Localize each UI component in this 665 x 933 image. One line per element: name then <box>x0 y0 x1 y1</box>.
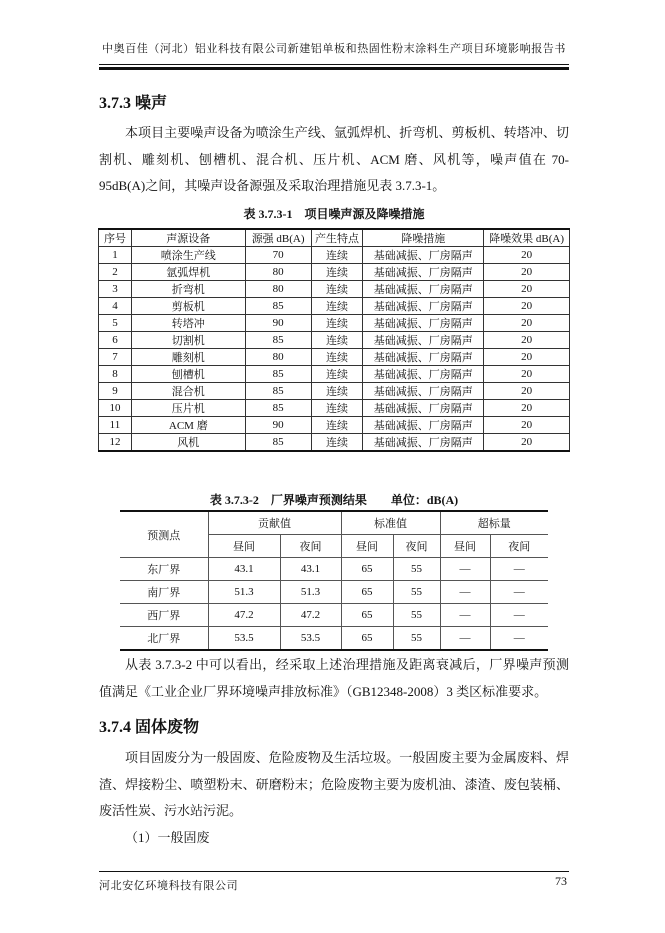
conclusion-paragraph <box>99 652 569 705</box>
table-row <box>99 434 570 452</box>
table-cell: ACM 磨 <box>131 417 245 434</box>
table-cell: 65 <box>341 604 393 627</box>
table-cell: 基础减振、厂房隔声 <box>363 281 484 298</box>
table-cell: 切割机 <box>131 332 245 349</box>
table-cell: — <box>490 581 548 604</box>
table-cell: 12 <box>99 434 132 452</box>
table-cell: 20 <box>484 247 570 264</box>
table-cell: 20 <box>484 349 570 366</box>
column-header: 序号 <box>99 229 132 247</box>
table-cell: 连续 <box>311 400 363 417</box>
table-cell: 剪板机 <box>131 298 245 315</box>
table-cell: 基础减振、厂房隔声 <box>363 366 484 383</box>
table-row <box>99 417 570 434</box>
table-cell: 雕刻机 <box>131 349 245 366</box>
table-cell: 80 <box>245 349 311 366</box>
table-cell: 基础减振、厂房隔声 <box>363 434 484 452</box>
table-cell: 65 <box>341 558 393 581</box>
boundary-noise-table <box>120 510 548 651</box>
table-cell: 转塔冲 <box>131 315 245 332</box>
table-cell: 7 <box>99 349 132 366</box>
table-row <box>120 604 548 627</box>
table-cell: 连续 <box>311 315 363 332</box>
table-cell: — <box>490 604 548 627</box>
page-number: 73 <box>555 874 567 888</box>
table-cell: 20 <box>484 434 570 452</box>
table-cell: 70 <box>245 247 311 264</box>
table-cell: 90 <box>245 417 311 434</box>
table-cell: 基础减振、厂房隔声 <box>363 332 484 349</box>
table-cell: 53.5 <box>280 627 341 651</box>
table-cell: 20 <box>484 366 570 383</box>
column-header: 降噪效果 dB(A) <box>484 229 570 247</box>
table-cell: 65 <box>341 581 393 604</box>
table-cell: 80 <box>245 281 311 298</box>
table-cell: 80 <box>245 264 311 281</box>
table-row <box>99 281 570 298</box>
table-cell: 连续 <box>311 349 363 366</box>
running-header: 中奥百佳（河北）铝业科技有限公司新建铝单板和热固性粉末涂料生产项目环境影响报告书 <box>102 43 566 55</box>
table-cell: — <box>490 558 548 581</box>
table-cell: 20 <box>484 264 570 281</box>
table-cell: 6 <box>99 332 132 349</box>
table-cell: 基础减振、厂房隔声 <box>363 400 484 417</box>
table-cell: 北厂界 <box>120 627 208 651</box>
table-cell: 20 <box>484 383 570 400</box>
table-cell: 43.1 <box>280 558 341 581</box>
table-cell: 53.5 <box>208 627 280 651</box>
table-cell: 连续 <box>311 383 363 400</box>
table-cell: 85 <box>245 434 311 452</box>
column-subheader: 昼间 <box>440 535 490 558</box>
footer-company: 河北安亿环境科技有限公司 <box>99 880 239 892</box>
table-cell: 85 <box>245 366 311 383</box>
table-cell: 折弯机 <box>131 281 245 298</box>
noise-paragraph <box>99 120 569 200</box>
table-cell: 基础减振、厂房隔声 <box>363 264 484 281</box>
table-row <box>99 349 570 366</box>
table-cell: 混合机 <box>131 383 245 400</box>
table-cell: 5 <box>99 315 132 332</box>
solid-waste-paragraph <box>99 745 569 851</box>
table-cell: 连续 <box>311 366 363 383</box>
section-heading-3-7-3: 3.7.3 噪声 <box>99 95 168 112</box>
table-cell: 65 <box>341 627 393 651</box>
table-cell: 连续 <box>311 298 363 315</box>
table-row <box>99 366 570 383</box>
table-cell: 氩弧焊机 <box>131 264 245 281</box>
header-group: 贡献值 <box>208 511 341 535</box>
table-cell: — <box>440 627 490 651</box>
table-cell: 55 <box>393 558 440 581</box>
table-cell: 10 <box>99 400 132 417</box>
column-subheader: 夜间 <box>393 535 440 558</box>
table-row <box>99 383 570 400</box>
table-cell: 47.2 <box>208 604 280 627</box>
table-row <box>99 247 570 264</box>
section-heading-3-7-4: 3.7.4 固体废物 <box>99 719 200 736</box>
table-row <box>120 581 548 604</box>
table-cell: 东厂界 <box>120 558 208 581</box>
table-cell: 51.3 <box>280 581 341 604</box>
table-cell: 连续 <box>311 281 363 298</box>
table-cell: 南厂界 <box>120 581 208 604</box>
table-cell: 连续 <box>311 332 363 349</box>
noise-source-table <box>98 228 570 452</box>
table-cell: 20 <box>484 281 570 298</box>
table-cell: 基础减振、厂房隔声 <box>363 349 484 366</box>
paragraph-text: 项目固废分为一般固废、危险废物及生活垃圾。一般固废主要为金属废料、焊渣、焊接粉尘、喷塑粉末、研磨粉末；危险废物主要为废机油、漆渣、废包装桶、废活性炭、污水站污泥。 <box>99 750 569 819</box>
table-cell: 85 <box>245 383 311 400</box>
table-row <box>99 400 570 417</box>
table-cell: 连续 <box>311 264 363 281</box>
table-cell: — <box>440 604 490 627</box>
column-header: 产生特点 <box>311 229 363 247</box>
column-header: 降噪措施 <box>363 229 484 247</box>
table-cell: 8 <box>99 366 132 383</box>
table-cell: 风机 <box>131 434 245 452</box>
table-cell: 90 <box>245 315 311 332</box>
table-row <box>120 558 548 581</box>
table-cell: 55 <box>393 581 440 604</box>
footer-divider <box>99 871 569 872</box>
table-row <box>99 298 570 315</box>
table-cell: 85 <box>245 298 311 315</box>
table-cell: 基础减振、厂房隔声 <box>363 417 484 434</box>
table-cell: 43.1 <box>208 558 280 581</box>
table-cell: — <box>440 581 490 604</box>
table-cell: 55 <box>393 604 440 627</box>
header-group: 超标量 <box>440 511 548 535</box>
table-cell: 47.2 <box>280 604 341 627</box>
table-cell: 85 <box>245 332 311 349</box>
header-divider <box>99 64 569 70</box>
table-cell: 连续 <box>311 434 363 452</box>
table-cell: 西厂界 <box>120 604 208 627</box>
table-cell: 喷涂生产线 <box>131 247 245 264</box>
column-header: 源强 dB(A) <box>245 229 311 247</box>
column-header: 声源设备 <box>131 229 245 247</box>
column-subheader: 昼间 <box>341 535 393 558</box>
list-item: （1）一般固废 <box>125 829 210 845</box>
table-cell: 基础减振、厂房隔声 <box>363 298 484 315</box>
header-group: 标准值 <box>341 511 440 535</box>
table-cell: 基础减振、厂房隔声 <box>363 383 484 400</box>
table-cell: 20 <box>484 417 570 434</box>
table-cell: 基础减振、厂房隔声 <box>363 247 484 264</box>
table2-caption: 表 3.7.3-2 厂界噪声预测结果 单位：dB(A) <box>209 493 459 507</box>
column-subheader: 夜间 <box>490 535 548 558</box>
table-row <box>99 315 570 332</box>
table-cell: 压片机 <box>131 400 245 417</box>
table-cell: 20 <box>484 298 570 315</box>
table-cell: 20 <box>484 332 570 349</box>
table-cell: 1 <box>99 247 132 264</box>
column-subheader: 夜间 <box>280 535 341 558</box>
table-row <box>99 264 570 281</box>
table-cell: 基础减振、厂房隔声 <box>363 315 484 332</box>
paragraph-text: 本项目主要噪声设备为喷涂生产线、氩弧焊机、折弯机、剪板机、转塔冲、切割机、雕刻机、刨槽机、混合机、压片机、ACM 磨、风机等，噪声值在 70-95dB(A)之间，其噪声设备源强及采取治理措施见表 3.7.3-1。 <box>99 125 569 194</box>
table-cell: 4 <box>99 298 132 315</box>
table-cell: 连续 <box>311 417 363 434</box>
table-cell: 9 <box>99 383 132 400</box>
table-cell: 2 <box>99 264 132 281</box>
column-subheader: 昼间 <box>208 535 280 558</box>
table-cell: 20 <box>484 400 570 417</box>
table-cell: 20 <box>484 315 570 332</box>
table-cell: — <box>490 627 548 651</box>
table-cell: 连续 <box>311 247 363 264</box>
header-point: 预测点 <box>120 511 208 558</box>
paragraph-text: 从表 3.7.3-2 中可以看出，经采取上述治理措施及距离衰减后，厂界噪声预测值满足《工业企业厂界环境噪声排放标准》（GB12348-2008）3 类区标准要求。 <box>99 657 569 699</box>
table-cell: 51.3 <box>208 581 280 604</box>
table-cell: 3 <box>99 281 132 298</box>
table-cell: 55 <box>393 627 440 651</box>
table-cell: — <box>440 558 490 581</box>
table-cell: 85 <box>245 400 311 417</box>
table-row <box>120 627 548 651</box>
table-cell: 刨槽机 <box>131 366 245 383</box>
table-row <box>99 332 570 349</box>
table1-caption: 表 3.7.3-1 项目噪声源及降噪措施 <box>243 207 425 221</box>
table-cell: 11 <box>99 417 132 434</box>
